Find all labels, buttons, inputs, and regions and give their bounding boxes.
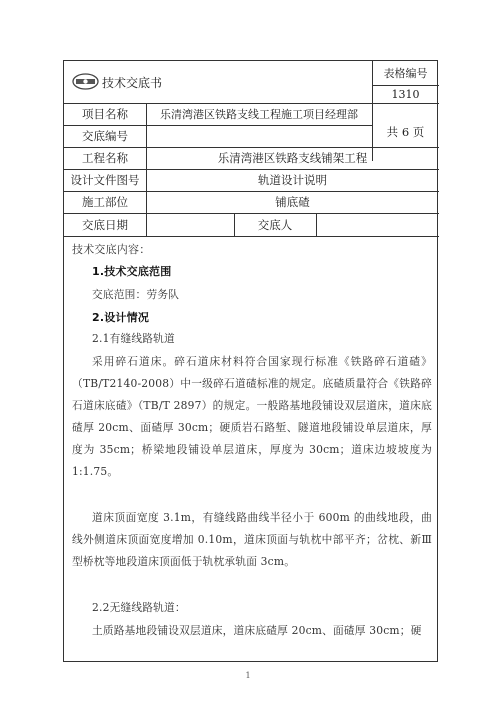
disclosure-person-label: 交底人 [257, 217, 293, 232]
engineering-name-label: 工程名称 [82, 151, 128, 165]
company-logo-icon [72, 73, 99, 90]
subsection-jointed-track: 2.1有缝线路轨道 [92, 332, 175, 345]
scope-text: 交底范围：劳务队 [92, 288, 180, 301]
construction-part-value: 铺底碴 [275, 195, 310, 209]
construction-part-label: 施工部位 [82, 195, 128, 209]
form-number-value: 1310 [391, 87, 420, 101]
doc-title: 技术交底书 [102, 75, 163, 90]
page-number: 1 [245, 671, 251, 680]
total-pages: 共 6 页 [386, 125, 425, 139]
disclosure-date-label: 交底日期 [82, 217, 128, 232]
engineering-name-value: 乐清湾港区铁路支线铺架工程 [217, 151, 368, 165]
paragraph-ballast-width: 道床顶面宽度 3.1m，有缝线路曲线半径小于 600m 的曲线地段，曲线外侧道床顶面宽度增加 0.10m，道床顶面与轨枕中部平齐；岔枕、新Ⅲ型桥枕等地段道床顶面低于轨枕承轨面 3cm。 [72, 511, 432, 568]
section-heading-scope: 1.技术交底范围 [92, 265, 172, 278]
project-name-label: 项目名称 [82, 107, 128, 121]
drawing-number-label: 设计文件图号 [70, 173, 140, 187]
disclosure-number-label: 交底编号 [82, 129, 128, 143]
drawing-number-value: 轨道设计说明 [258, 173, 327, 187]
paragraph-cwr: 土质路基地段铺设双层道床，道床底碴厚 20cm、面碴厚 30cm；硬 [92, 624, 422, 637]
subsection-cwr-track: 2.2无缝线路轨道： [92, 601, 186, 614]
section-heading-design: 2.设计情况 [92, 311, 150, 324]
disclosure-form [63, 60, 438, 662]
project-name-value: 乐清湾港区铁路支线工程施工项目经理部 [160, 108, 358, 121]
form-number-label: 表格编号 [383, 67, 428, 80]
content-intro: 技术交底内容： [72, 243, 151, 256]
paragraph-ballast: 采用碎石道床。碎石道床材料符合国家现行标准《铁路碎石道碴》（TB/T2140-2008）中一级碎石道碴标准的规定。底碴质量符合《铁路碎石道床底碴》（TB/T 2897）的规定。一般路基地段铺设双层道床，道床底碴厚 20cm、面碴厚 30cm；硬质岩石路堑、隧道地段铺设单层道床，厚度为 35cm；桥梁地段铺设单层道床，厚度为 30cm；道床边坡坡度为 1:1.75。 [72, 355, 432, 478]
